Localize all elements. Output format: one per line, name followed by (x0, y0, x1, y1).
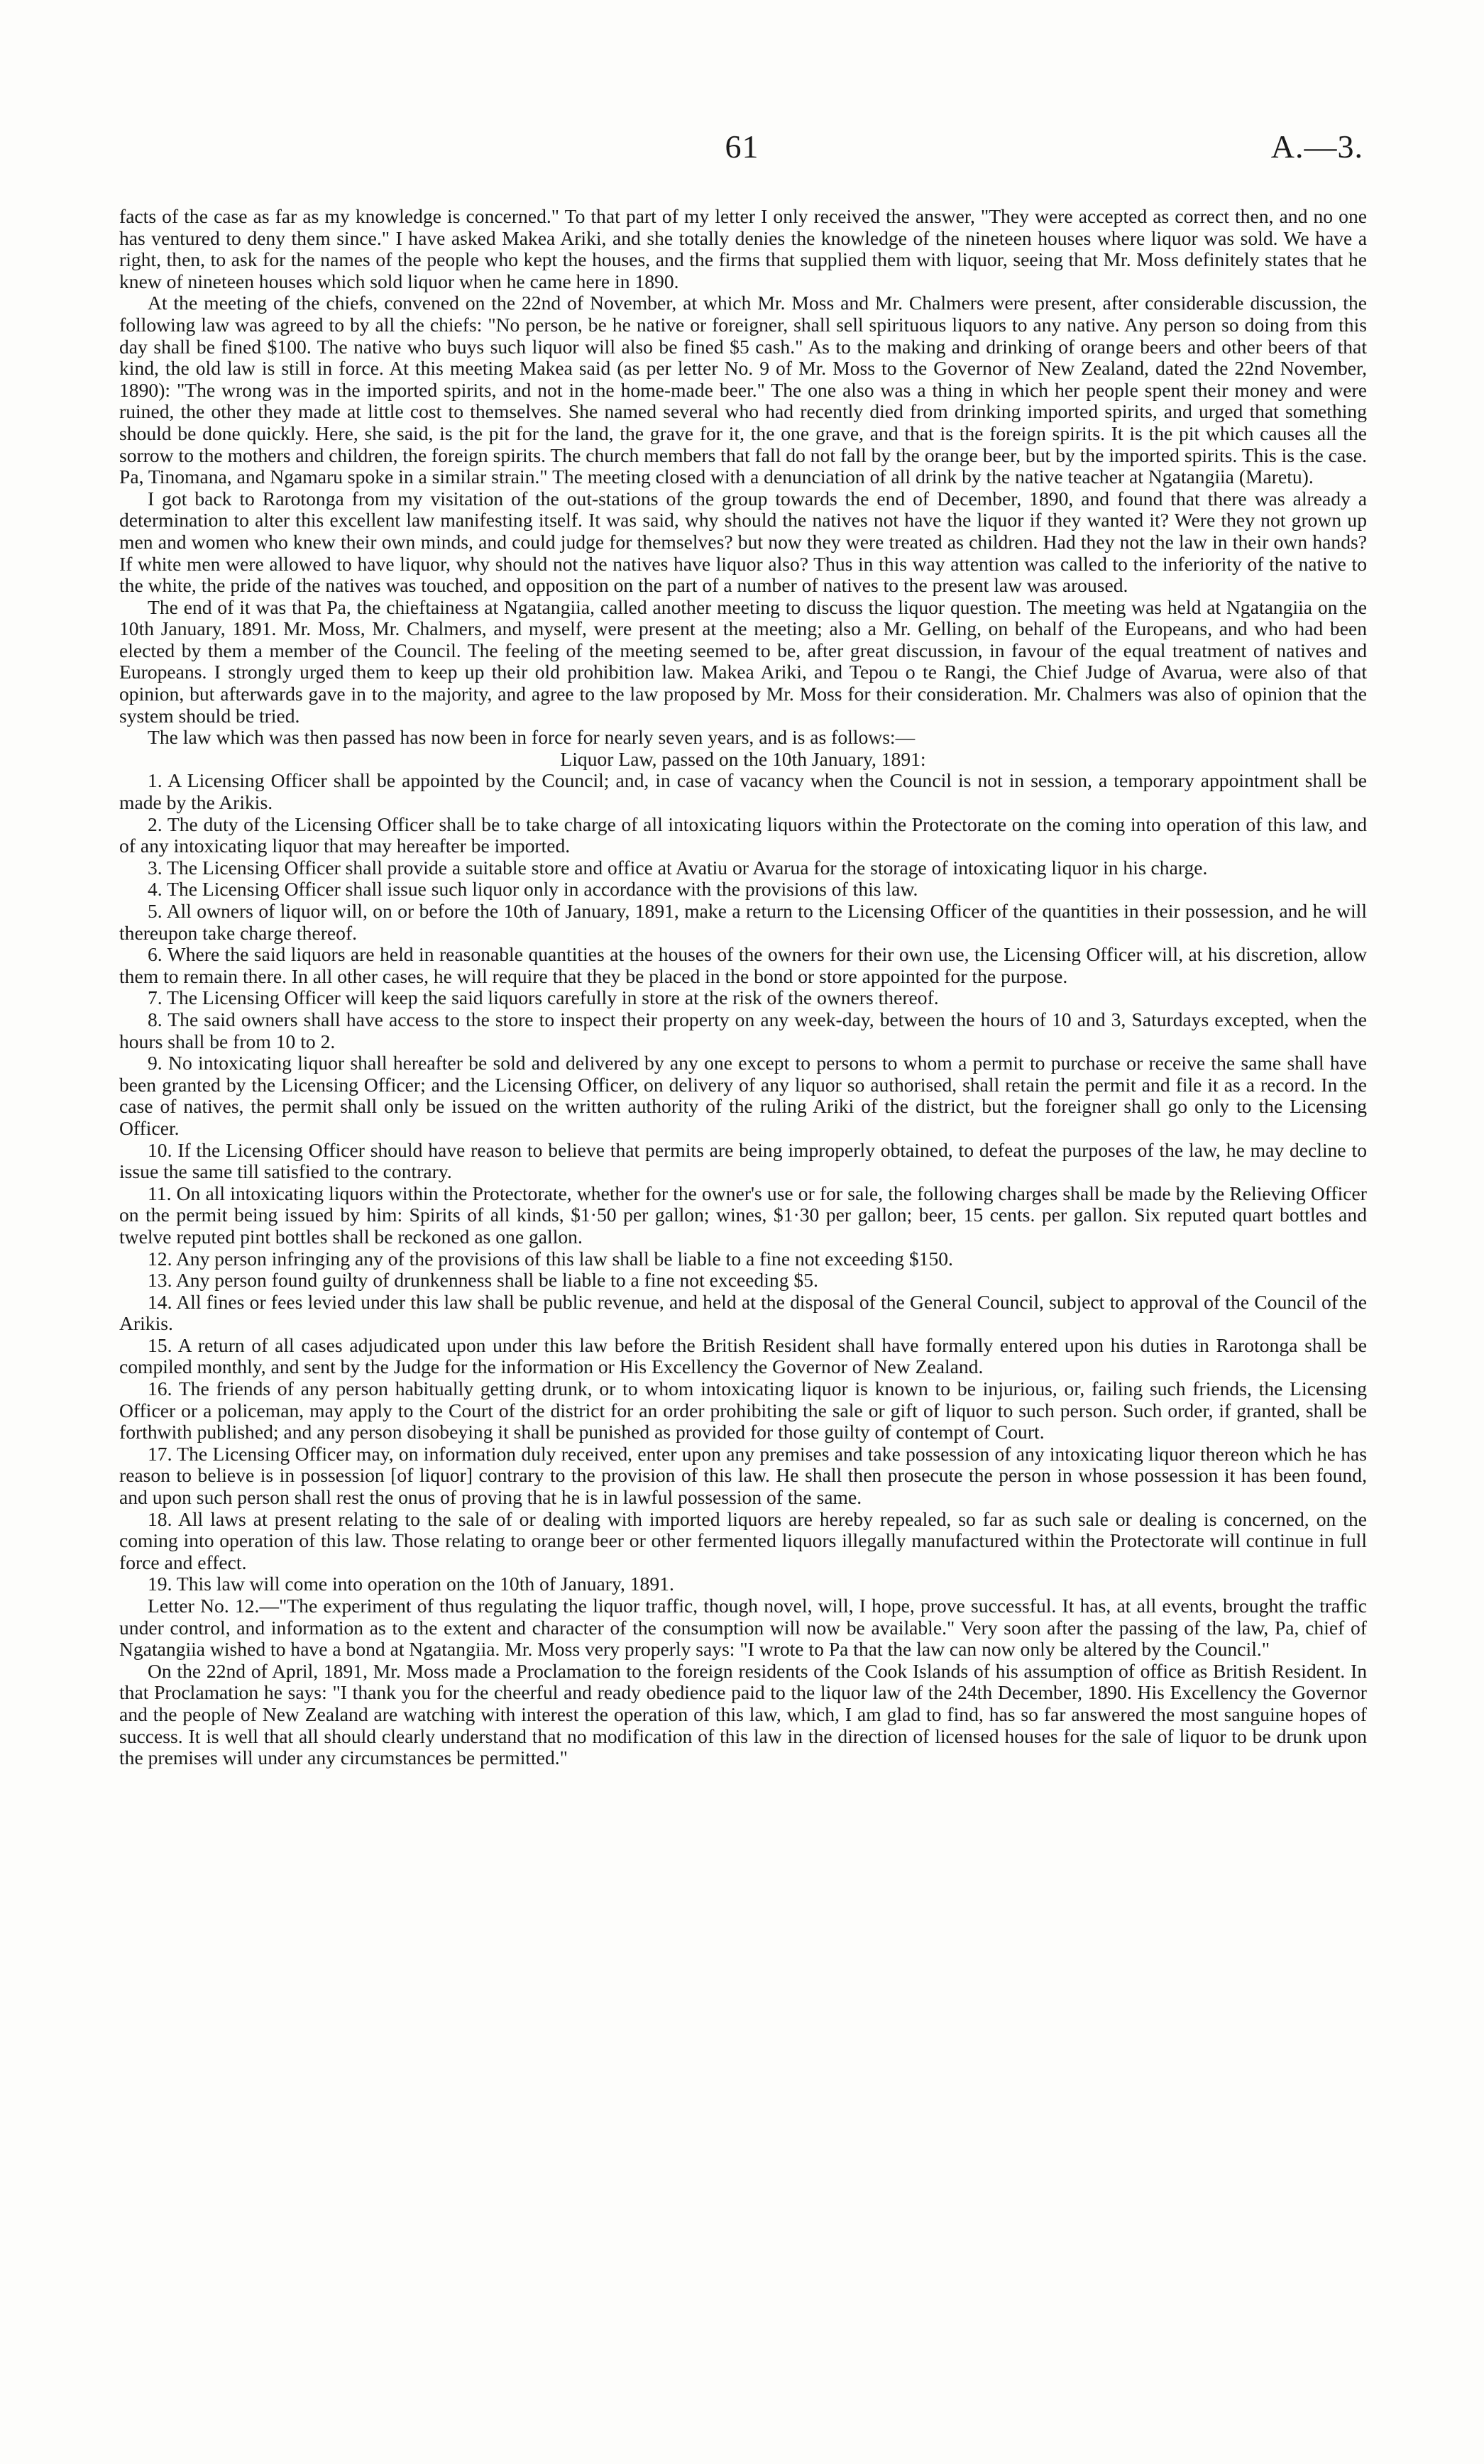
paragraph: Letter No. 12.—"The experiment of thus regulating the liquor traffic, though novel, will, I hope, prove successful. It has, at all events, brought the traffic under control, and information as to the extent and character of the consumption will now be available." Very soon after the passing of the law, Pa, chief of Ngatangiia wished to have a bond at Ngatangiia. Mr. Moss very properly says: "I wrote to Pa that the law can now only be altered by the Council." (119, 1595, 1367, 1661)
paragraph: On the 22nd of April, 1891, Mr. Moss made a Proclamation to the foreign residents of the Cook Islands of his assumption of office as British Resident. In that Proclamation he says: "I thank you for the cheerful and ready obedience paid to the liquor law of the 24th December, 1890. His Excellency the Governor and the people of New Zealand are watching with interest the operation of this law, which, I am glad to find, has so far answered the most sanguine hopes of success. It is well that all should clearly understand that no modification of this law in the direction of licensed houses for the sale of liquor to be drunk upon the premises will under any circumstances be permitted." (119, 1659, 1367, 1769)
law-clause: 10. If the Licensing Officer should have reason to believe that permits are being improperly obtained, to defeat the purposes of the law, he may decline to issue the same till satisfied to the contrary. (119, 1138, 1367, 1183)
law-clause: 2. The duty of the Licensing Officer shall be to take charge of all intoxicating liquors within the Protectorate on the coming into operation of this law, and of any intoxicating liquor that may hereafter be imported. (119, 813, 1367, 857)
paragraph: I got back to Rarotonga from my visitation of the out-stations of the group towards the end of December, 1890, and found that there was already a determination to alter this excellent law manifesting itself. It was said, why should the natives not have the liquor if they wanted it? Were they not grown up men and women who knew their own minds, and could judge for themselves? but now they were treated as children. Had they not the law in their own hands? If white men were allowed to have liquor, why should not the natives have liquor also? Thus in this way attention was called to the inferiority of the native to the white, the pride of the natives was touched, and opposition on the part of a number of natives to the present law was aroused. (119, 487, 1367, 597)
paragraph: facts of the case as far as my knowledge is concerned." To that part of my letter I only received the answer, "They were accepted as correct then, and no one has ventured to deny them since." I have asked Makea Ariki, and she totally denies the knowledge of the nineteen houses where liquor was sold. We have a right, then, to ask for the names of the people who kept the houses, and the firms that supplied them with liquor, seeing that Mr. Moss definitely states that he knew of nineteen houses which sold liquor when he came here in 1890. (119, 205, 1367, 292)
law-clause: 8. The said owners shall have access to the store to inspect their property on any week-day, between the hours of 10 and 3, Saturdays excepted, when the hours shall be from 10 to 2. (119, 1008, 1367, 1052)
law-clause: 18. All laws at present relating to the sale of or dealing with imported liquors are hereby repealed, so far as such sale or dealing is concerned, on the coming into operation of this law. Those relating to orange beer or other fermented liquors illegally manufactured within the Protectorate will continue in full force and effect. (119, 1507, 1367, 1573)
law-clause: 11. On all intoxicating liquors within the Protectorate, whether for the owner's use or for sale, the following charges shall be made by the Relieving Officer on the permit being issued by him: Spirits of all kinds, $1·50 per gallon; wines, $1·30 per gallon; beer, 15 cents. per gallon. Six reputed quart bottles and twelve reputed pint bottles shall be reckoned as one gallon. (119, 1182, 1367, 1248)
law-clause: 6. Where the said liquors are held in reasonable quantities at the houses of the owners for their own use, the Licensing Officer will, at his discretion, allow them to remain there. In all other cases, he will require that they be placed in the bond or store appointed for the purpose. (119, 943, 1367, 987)
law-clause: 1. A Licensing Officer shall be appointed by the Council; and, in case of vacancy when the Council is not in session, a temporary appointment shall be made by the Arikis. (119, 769, 1367, 814)
law-clause: 16. The friends of any person habitually getting drunk, or to whom intoxicating liquor is known to be injurious, or, failing such friends, the Licensing Officer or a policeman, may apply to the Court of the district for an order prohibiting the sale or gift of liquor to such person. Such order, if granted, shall be forthwith published; and any person disobeying it shall be punished as provided for those guilty of contempt of Court. (119, 1377, 1367, 1443)
law-clause: 12. Any person infringing any of the provisions of this law shall be liable to a fine not exceeding $150. (148, 1247, 953, 1270)
law-clause: 19. This law will come into operation on the 10th of January, 1891. (148, 1573, 674, 1595)
law-clause: 7. The Licensing Officer will keep the said liquors carefully in store at the risk of the owners thereof. (148, 986, 939, 1009)
law-clause: 15. A return of all cases adjudicated upon under this law before the British Resident shall have formally entered upon his duties in Rarotonga shall be compiled monthly, and sent by the Judge for the information or His Excellency the Governor of New Zealand. (119, 1333, 1367, 1378)
law-clause: 14. All fines or fees levied under this law shall be public revenue, and held at the disposal of the General Council, subject to approval of the Council of the Arikis. (119, 1290, 1367, 1335)
paragraph: At the meeting of the chiefs, convened on the 22nd of November, at which Mr. Moss and Mr. Chalmers were present, after considerable discussion, the following law was agreed to by all the chiefs: "No person, be he native or foreigner, shall sell spirituous liquors to any native. Any person so doing from this day shall be fined $100. The native who buys such liquor will also be fined $5 cash." As to the making and drinking of orange beers and other beers of that kind, the old law is still in force. At this meeting Makea said (as per letter No. 9 of Mr. Moss to the Governor of New Zealand, dated the 22nd November, 1890): "The wrong was in the imported spirits, and not in the home-made beer." The one also was a thing in which her people spent their money and were ruined, the other they made at little cost to themselves. She named several who had recently died from drinking imported spirits, and urged that something should be done quickly. Here, she said, is the pit for the land, the grave for it, the one grave, and that is the foreign spirits. It is the pit which causes all the sorrow to the mothers and children, the foreign spirits. The church members that fall do not fall by the orange beer, but by the imported spirits. This is the case. Pa, Tinomana, and Ngamaru spoke in a similar strain." The meeting closed with a denunciation of all drink by the native teacher at Ngatangiia (Maretu). (119, 292, 1367, 488)
law-clause: 13. Any person found guilty of drunkenness shall be liable to a fine not exceeding $5. (148, 1269, 818, 1292)
page-number: 61 (725, 128, 759, 165)
law-clause: 5. All owners of liquor will, on or before the 10th of January, 1891, make a return to the Licensing Officer of the quantities in their possession, and he will thereupon take charge thereof. (119, 900, 1367, 944)
law-clause: 3. The Licensing Officer shall provide a suitable store and office at Avatiu or Avarua for the storage of intoxicating liquor in his charge. (148, 856, 1208, 879)
paragraph: The law which was then passed has now been in force for nearly seven years, and is as follows:— (148, 726, 916, 749)
law-clause: 9. No intoxicating liquor shall hereafter be sold and delivered by any one except to persons to whom a permit to purchase or receive the same shall have been granted by the Licensing Officer; and the Licensing Officer, on delivery of any liquor so authorised, shall retain the permit and file it as a record. In the case of natives, the permit shall only be issued on the written authority of the ruling Ariki of the district, but the foreigner shall go only to the Licensing Officer. (119, 1052, 1367, 1139)
law-title: Liquor Law, passed on the 10th January, 1891: (560, 747, 926, 770)
body-text (119, 206, 1367, 1769)
law-clause: 17. The Licensing Officer may, on information duly received, enter upon any premises and take possession of any intoxicating liquor thereon which he has reason to believe is in possession [of liquor] contrary to the provision of this law. He shall then prosecute the person in whose possession it has been found, and upon such person shall rest the onus of proving that he is in lawful possession of the same. (119, 1442, 1367, 1509)
page-header (121, 128, 1363, 177)
series-reference: A.—3. (1270, 128, 1363, 165)
paragraph: The end of it was that Pa, the chieftainess at Ngatangiia, called another meeting to discuss the liquor question. The meeting was held at Ngatangiia on the 10th January, 1891. Mr. Moss, Mr. Chalmers, and myself, were present at the meeting; also a Mr. Gelling, on behalf of the Europeans, and who had been elected by them a member of the Council. The feeling of the meeting seemed to be, after great discussion, in favour of the equal treatment of natives and Europeans. I strongly urged them to keep up their old prohibition law. Makea Ariki, and Tepou o te Rangi, the Chief Judge of Avarua, were also of that opinion, but afterwards gave in to the majority, and agree to the law proposed by Mr. Moss for their consideration. Mr. Chalmers was also of opinion that the system should be tried. (119, 595, 1367, 727)
law-clause: 4. The Licensing Officer shall issue such liquor only in accordance with the provisions of this law. (148, 878, 918, 901)
